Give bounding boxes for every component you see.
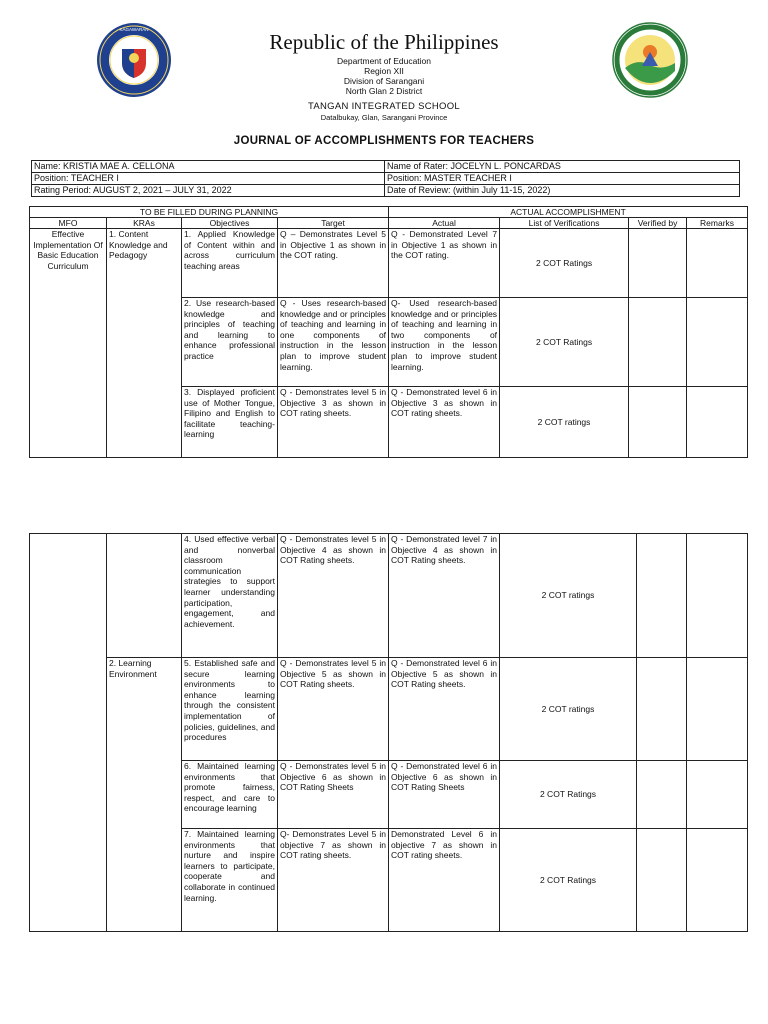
journal-title: JOURNAL OF ACCOMPLISHMENTS FOR TEACHERS — [233, 135, 535, 147]
target-cell: Q - Demonstrates level 5 in Objective 6 as shown in COT Rating Sheets — [278, 761, 389, 829]
mfo-cell — [30, 534, 107, 932]
verified-by-cell — [629, 229, 687, 298]
verified-by-cell — [637, 829, 687, 932]
rater-position: Position: MASTER TEACHER I — [385, 173, 740, 185]
verified-by-cell — [637, 761, 687, 829]
target-cell: Q - Demonstrates level 5 in Objective 4 as shown in COT Rating sheets. — [278, 534, 389, 658]
teacher-position: Position: TEACHER I — [32, 173, 385, 185]
review-date: Date of Review: (within July 11-15, 2022) — [385, 185, 740, 197]
actual-cell: Q - Demonstrated level 7 in Objective 4 as shown in COT Rating sheets. — [389, 534, 500, 658]
target-cell: Q - Demonstrates level 5 in Objective 3 as shown in COT rating sheets. — [278, 387, 389, 458]
accomplishment-table — [29, 206, 748, 458]
objective-cell: 6. Maintained learning environments that promote fairness, respect, and care to encourage learning — [182, 761, 278, 829]
department-line: Department of Education — [336, 56, 432, 66]
target-cell: Q - Uses research-based knowledge and or principles of teaching and learning in one components of instruction in the lesson plan to improve student learning. — [278, 298, 389, 387]
header-verifications: List of Verifications — [500, 218, 629, 229]
verification-cell: 2 COT Ratings — [500, 829, 637, 932]
actual-cell: Q - Demonstrated level 6 in Objective 6 as shown in COT Rating Sheets — [389, 761, 500, 829]
actual-cell: Q- Used research-based knowledge and or principles of teaching and learning in two components of instruction in the lesson plan to improve student learning. — [389, 298, 500, 387]
teacher-name: Name: KRISTIA MAE A. CELLONA — [32, 161, 385, 173]
verified-by-cell — [629, 387, 687, 458]
target-cell: Q- Demonstrates Level 5 in objective 7 as shown in COT rating sheets. — [278, 829, 389, 932]
district-line: North Glan 2 District — [345, 86, 423, 96]
actual-cell: Demonstrated Level 6 in objective 7 as shown in COT rating sheets. — [389, 829, 500, 932]
republic-heading: Republic of the Philippines — [269, 30, 499, 54]
verification-cell: 2 COT Ratings — [500, 229, 629, 298]
region-line: Region XII — [364, 66, 404, 76]
division-line: Division of Sarangani — [343, 76, 425, 86]
table-row — [30, 534, 748, 658]
actual-cell: Q - Demonstrated level 6 in Objective 3 as shown in COT rating sheets. — [389, 387, 500, 458]
verification-cell: 2 COT ratings — [500, 534, 637, 658]
school-address: Datalbukay, Glan, Sarangani Province — [320, 113, 448, 122]
objective-cell: 1. Applied Knowledge of Content within and across curriculum teaching areas — [182, 229, 278, 298]
remarks-cell — [687, 534, 748, 658]
remarks-cell — [687, 829, 748, 932]
remarks-cell — [687, 761, 748, 829]
remarks-cell — [687, 387, 748, 458]
verified-by-cell — [637, 658, 687, 761]
table-row — [30, 658, 748, 761]
target-cell: Q - Demonstrates level 5 in Objective 5 as shown in COT Rating sheets. — [278, 658, 389, 761]
kra-cell — [107, 534, 182, 658]
school-name: TANGAN INTEGRATED SCHOOL — [307, 101, 460, 112]
objective-cell: 3. Displayed proficient use of Mother Tongue, Filipino and English to facilitate teaching-learning — [182, 387, 278, 458]
verified-by-cell — [629, 298, 687, 387]
header-mfo: MFO — [30, 218, 107, 229]
header-objectives: Objectives — [182, 218, 278, 229]
objective-cell: 7. Maintained learning environments that nurture and inspire learners to participate, cooperate and collaborate in continued learning. — [182, 829, 278, 932]
verification-cell: 2 COT ratings — [500, 658, 637, 761]
header-kras: KRAs — [107, 218, 182, 229]
header-actual: Actual — [389, 218, 500, 229]
objective-cell: 4. Used effective verbal and nonverbal classroom communication strategies to support learner understanding participation, engagement, and achievement. — [182, 534, 278, 658]
rater-name: Name of Rater: JOCELYN L. PONCARDAS — [385, 161, 740, 173]
mfo-cell: Effective Implementation Of Basic Education Curriculum — [30, 229, 107, 458]
table-row — [30, 229, 748, 298]
verified-by-cell — [637, 534, 687, 658]
kra-cell: 1. Content Knowledge and Pedagogy — [107, 229, 182, 458]
verification-cell: 2 COT Ratings — [500, 761, 637, 829]
header-target: Target — [278, 218, 389, 229]
objective-cell: 2. Use research-based knowledge and principles of teaching and learning to enhance professional practice — [182, 298, 278, 387]
remarks-cell — [687, 298, 748, 387]
document-header — [0, 0, 768, 147]
verification-cell: 2 COT Ratings — [500, 298, 629, 387]
accomplishment-table-continued — [29, 533, 748, 932]
header-remarks: Remarks — [687, 218, 748, 229]
teacher-info-table — [31, 160, 740, 197]
planning-group-header: TO BE FILLED DURING PLANNING — [30, 207, 389, 218]
rating-period: Rating Period: AUGUST 2, 2021 – JULY 31, 2022 — [32, 185, 385, 197]
remarks-cell — [687, 229, 748, 298]
actual-cell: Q - Demonstrated level 6 in Objective 5 as shown in COT Rating sheets. — [389, 658, 500, 761]
svg-text:KAGAWARAN: KAGAWARAN — [119, 27, 149, 32]
kra-cell: 2. Learning Environment — [107, 658, 182, 932]
actual-group-header: ACTUAL ACCOMPLISHMENT — [389, 207, 748, 218]
objective-cell: 5. Established safe and secure learning environments to enhance learning through the consistent implementation of policies, guidelines, and procedures — [182, 658, 278, 761]
verification-cell: 2 COT ratings — [500, 387, 629, 458]
target-cell: Q – Demonstrates Level 5 in Objective 1 as shown in the COT rating. — [278, 229, 389, 298]
actual-cell: Q - Demonstrated Level 7 in Objective 1 as shown in the COT rating. — [389, 229, 500, 298]
remarks-cell — [687, 658, 748, 761]
header-verified-by: Verified by — [629, 218, 687, 229]
